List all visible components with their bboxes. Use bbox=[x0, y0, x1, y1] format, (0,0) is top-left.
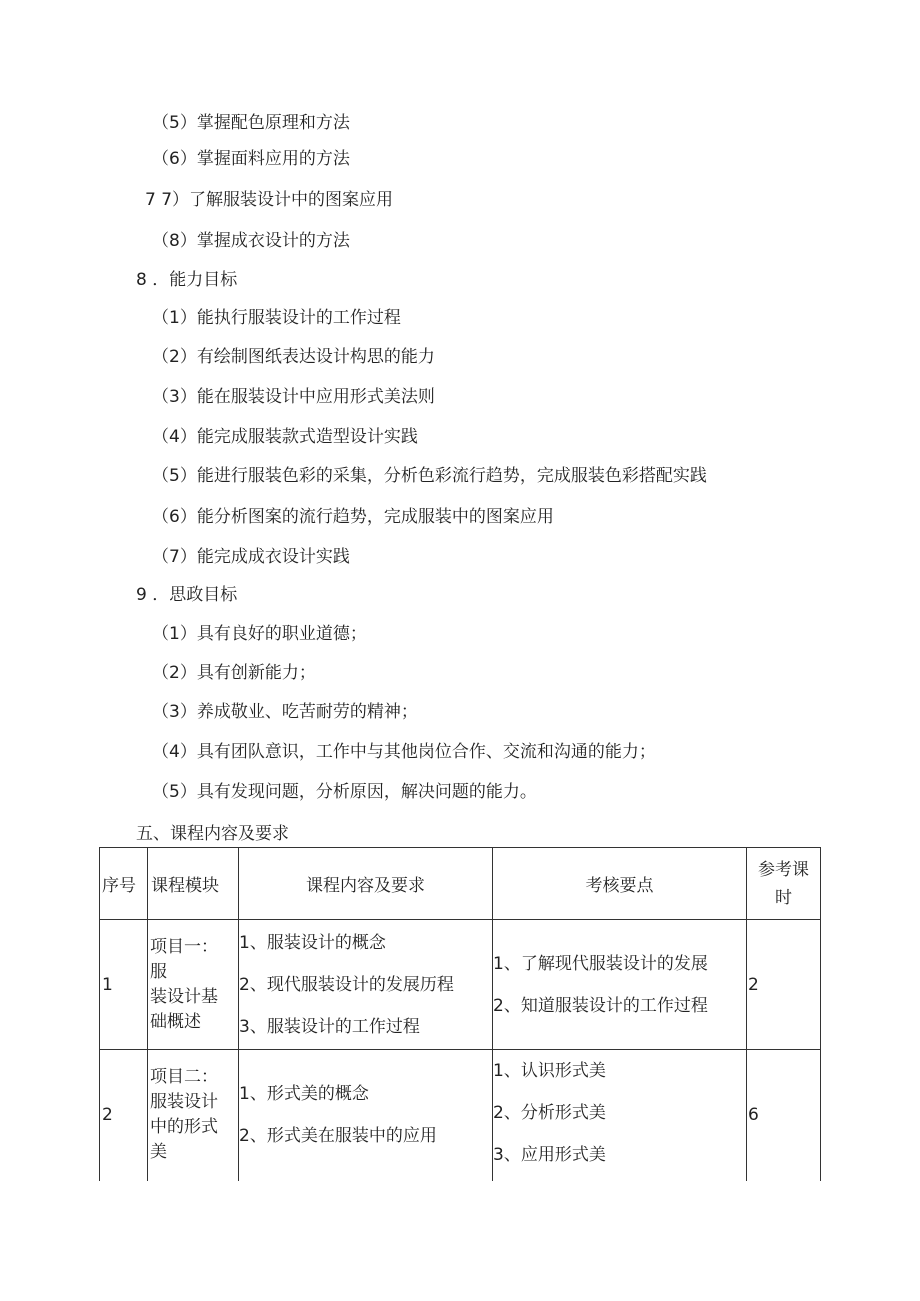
ability-item: （7）能完成成衣设计实践 bbox=[152, 547, 350, 567]
ideology-item: （2）具有创新能力； bbox=[152, 663, 316, 683]
ideology-item: （1）具有良好的职业道德； bbox=[152, 624, 367, 644]
assessment-item: 2、分析形式美 bbox=[493, 1103, 606, 1123]
header-content: 课程内容及要求 bbox=[239, 848, 493, 920]
row-no: 1 bbox=[100, 920, 148, 1050]
module-line: 服 bbox=[150, 961, 167, 982]
content-item: 2、现代服装设计的发展历程 bbox=[239, 975, 454, 995]
course-content-table bbox=[99, 847, 821, 1181]
ability-item: （4）能完成服装款式造型设计实践 bbox=[152, 427, 418, 447]
content-item: 1、服装设计的概念 bbox=[239, 933, 386, 953]
header-hours-line: 参考课 bbox=[758, 859, 809, 880]
ability-item: （5）能进行服装色彩的采集，分析色彩流行趋势，完成服装色彩搭配实践 bbox=[152, 466, 707, 486]
ability-heading: 8 ．能力目标 bbox=[136, 270, 238, 290]
row-content bbox=[239, 920, 493, 1050]
module-line: 服装设计 bbox=[150, 1092, 218, 1113]
row-module bbox=[148, 920, 239, 1050]
row-content bbox=[239, 1050, 493, 1181]
ability-item: （1）能执行服装设计的工作过程 bbox=[152, 308, 401, 328]
ideology-item: （5）具有发现问题，分析原因，解决问题的能力。 bbox=[152, 782, 537, 802]
content-item: 3、服装设计的工作过程 bbox=[239, 1017, 420, 1037]
ability-item: （3）能在服装设计中应用形式美法则 bbox=[152, 387, 435, 407]
ability-item: （2）有绘制图纸表达设计构思的能力 bbox=[152, 347, 435, 367]
ideology-item: （4）具有团队意识，工作中与其他岗位合作、交流和沟通的能力； bbox=[152, 742, 656, 762]
assessment-item: 2、知道服装设计的工作过程 bbox=[493, 995, 708, 1016]
row-assessment bbox=[493, 920, 747, 1050]
row-module bbox=[148, 1050, 239, 1181]
table-header-row bbox=[100, 848, 821, 920]
content-item: 1、形式美的概念 bbox=[239, 1084, 369, 1105]
knowledge-item: （5）掌握配色原理和方法 bbox=[152, 113, 350, 133]
module-line: 础概述 bbox=[150, 1011, 201, 1032]
module-line: 美 bbox=[150, 1142, 167, 1163]
row-hours: 6 bbox=[747, 1050, 821, 1181]
row-no: 2 bbox=[100, 1050, 148, 1181]
knowledge-item: 7 7）了解服装设计中的图案应用 bbox=[145, 190, 394, 210]
content-item: 2、形式美在服装中的应用 bbox=[239, 1126, 437, 1147]
module-line: 项目一： bbox=[150, 936, 218, 957]
header-module: 课程模块 bbox=[148, 848, 239, 920]
knowledge-item: （8）掌握成衣设计的方法 bbox=[152, 231, 350, 251]
module-line: 装设计基 bbox=[150, 986, 218, 1007]
assessment-item: 1、了解现代服装设计的发展 bbox=[493, 953, 708, 974]
header-no: 序号 bbox=[100, 848, 148, 920]
module-line: 项目二： bbox=[150, 1067, 218, 1088]
ideology-heading: 9 ．思政目标 bbox=[136, 585, 238, 605]
assessment-item: 3、应用形式美 bbox=[493, 1145, 606, 1165]
table-row bbox=[100, 1050, 821, 1181]
module-line: 中的形式 bbox=[150, 1117, 218, 1138]
ability-item: （6）能分析图案的流行趋势，完成服装中的图案应用 bbox=[152, 507, 554, 527]
header-assessment: 考核要点 bbox=[493, 848, 747, 920]
row-hours: 2 bbox=[747, 920, 821, 1050]
row-assessment bbox=[493, 1050, 747, 1181]
header-hours bbox=[747, 848, 821, 920]
knowledge-item: （6）掌握面料应用的方法 bbox=[152, 149, 350, 169]
section-title: 五、课程内容及要求 bbox=[136, 824, 289, 844]
ideology-item: （3）养成敬业、吃苦耐劳的精神； bbox=[152, 702, 418, 722]
assessment-item: 1、认识形式美 bbox=[493, 1061, 606, 1081]
header-hours-line: 时 bbox=[775, 887, 792, 908]
table-row bbox=[100, 920, 821, 1050]
